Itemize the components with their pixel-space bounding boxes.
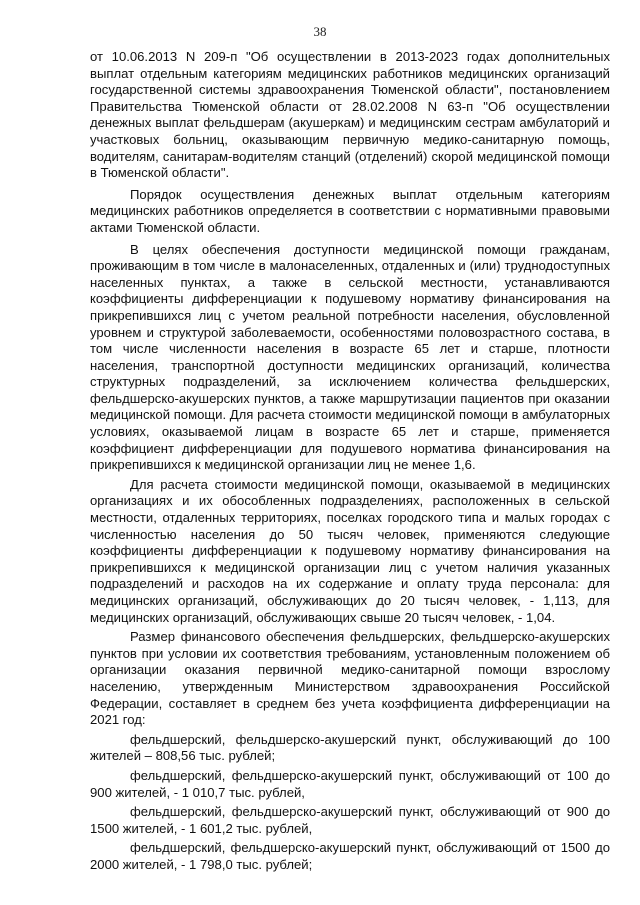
paragraph-rural-coefficients: Для расчета стоимости медицинской помощи, оказываемой в медицинских организациях и их обособленных подразделениях, расположенных в сельской местности, отдаленных территориях, поселках городского типа и малых городах с численностью населения до 50 тысяч человек, применяются следующие коэффициенты дифференциации к подушевому нормативу финансирования на прикрепившихся к медицинской организации лиц с учетом наличия указанных подразделений и расходов на их содержание и оплату труда персонала: для медицинских организаций, обслуживающих до 20 тысяч человек, - 1,113, для медицинских организаций, обслуживающих свыше 20 тысяч человек, - 1,04. xyxy=(90,476,610,625)
paragraph-continuation: от 10.06.2013 N 209-п "Об осуществлении в 2013-2023 годах дополнительных выплат отдельным категориям медицинских работников медицинских организаций государственной системы здравоохранения Тюменской области", постановлением Правительства Тюменской области от 28.02.2008 N 63-п "Об осуществлении денежных выплат фельдшерам (акушеркам) и медицинским сестрам амбулаторий и участковых больниц, оказывающим первичную медико-санитарную помощь, водителям, санитарам-водителям станций (отделений) скорой медицинской помощи в Тюменской области". xyxy=(90,49,610,181)
list-item-fap-900-1500: фельдшерский, фельдшерско-акушерский пункт, обслуживающий от 900 до 1500 жителей, - 1 601,2 тыс. рублей, xyxy=(90,804,610,836)
list-item-fap-1500-2000: фельдшерский, фельдшерско-акушерский пункт, обслуживающий от 1500 до 2000 жителей, - 1 798,0 тыс. рублей; xyxy=(90,840,610,872)
list-item-fap-100-900: фельдшерский, фельдшерско-акушерский пункт, обслуживающий от 100 до 900 жителей, - 1 010,7 тыс. рублей, xyxy=(90,767,610,800)
paragraph-differentiation-coefficients: В целях обеспечения доступности медицинской помощи гражданам, проживающим в том числе в малонаселенных, отдаленных и (или) труднодоступных населенных пунктах, а также в сельской местности, устанавливаются коэффициенты дифференциации к подушевому нормативу финансирования на прикрепившихся лиц с учетом реальной потребности населения, обусловленной уровнем и структурой заболеваемости, особенностями половозрастного состава, в том числе численности населения в возрасте 65 лет и старше, плотности населения, транспортной доступности медицинских организаций, количества структурных подразделений, за исключением количества фельдшерских, фельдшерско-акушерских пунктов, а также маршрутизации пациентов при оказании медицинской помощи. Для расчета стоимости медицинской помощи в амбулаторных условиях, оказываемой лицам в возрасте 65 лет и старше, применяется коэффициент дифференциации для подушевого норматива финансирования на прикрепившихся к медицинской организации лиц не менее 1,6. xyxy=(90,241,610,473)
document-body xyxy=(90,49,610,874)
list-item-fap-up-to-100: фельдшерский, фельдшерско-акушерский пункт, обслуживающий до 100 жителей – 808,56 тыс. рублей; xyxy=(90,731,610,764)
paragraph-payment-procedure: Порядок осуществления денежных выплат отдельным категориям медицинских работников определяется в соответствии с нормативными правовыми актами Тюменской области. xyxy=(90,186,610,235)
paragraph-fap-financing: Размер финансового обеспечения фельдшерских, фельдшерско-акушерских пунктов при условии их соответствия требованиям, установленным положением об организации оказания первичной медико-санитарной помощи взрослому населению, утвержденным Министерством здравоохранения Российской Федерации, составляет в среднем без учета коэффициента дифференциации на 2021 год: xyxy=(90,629,610,728)
page-number: 38 xyxy=(313,24,327,39)
